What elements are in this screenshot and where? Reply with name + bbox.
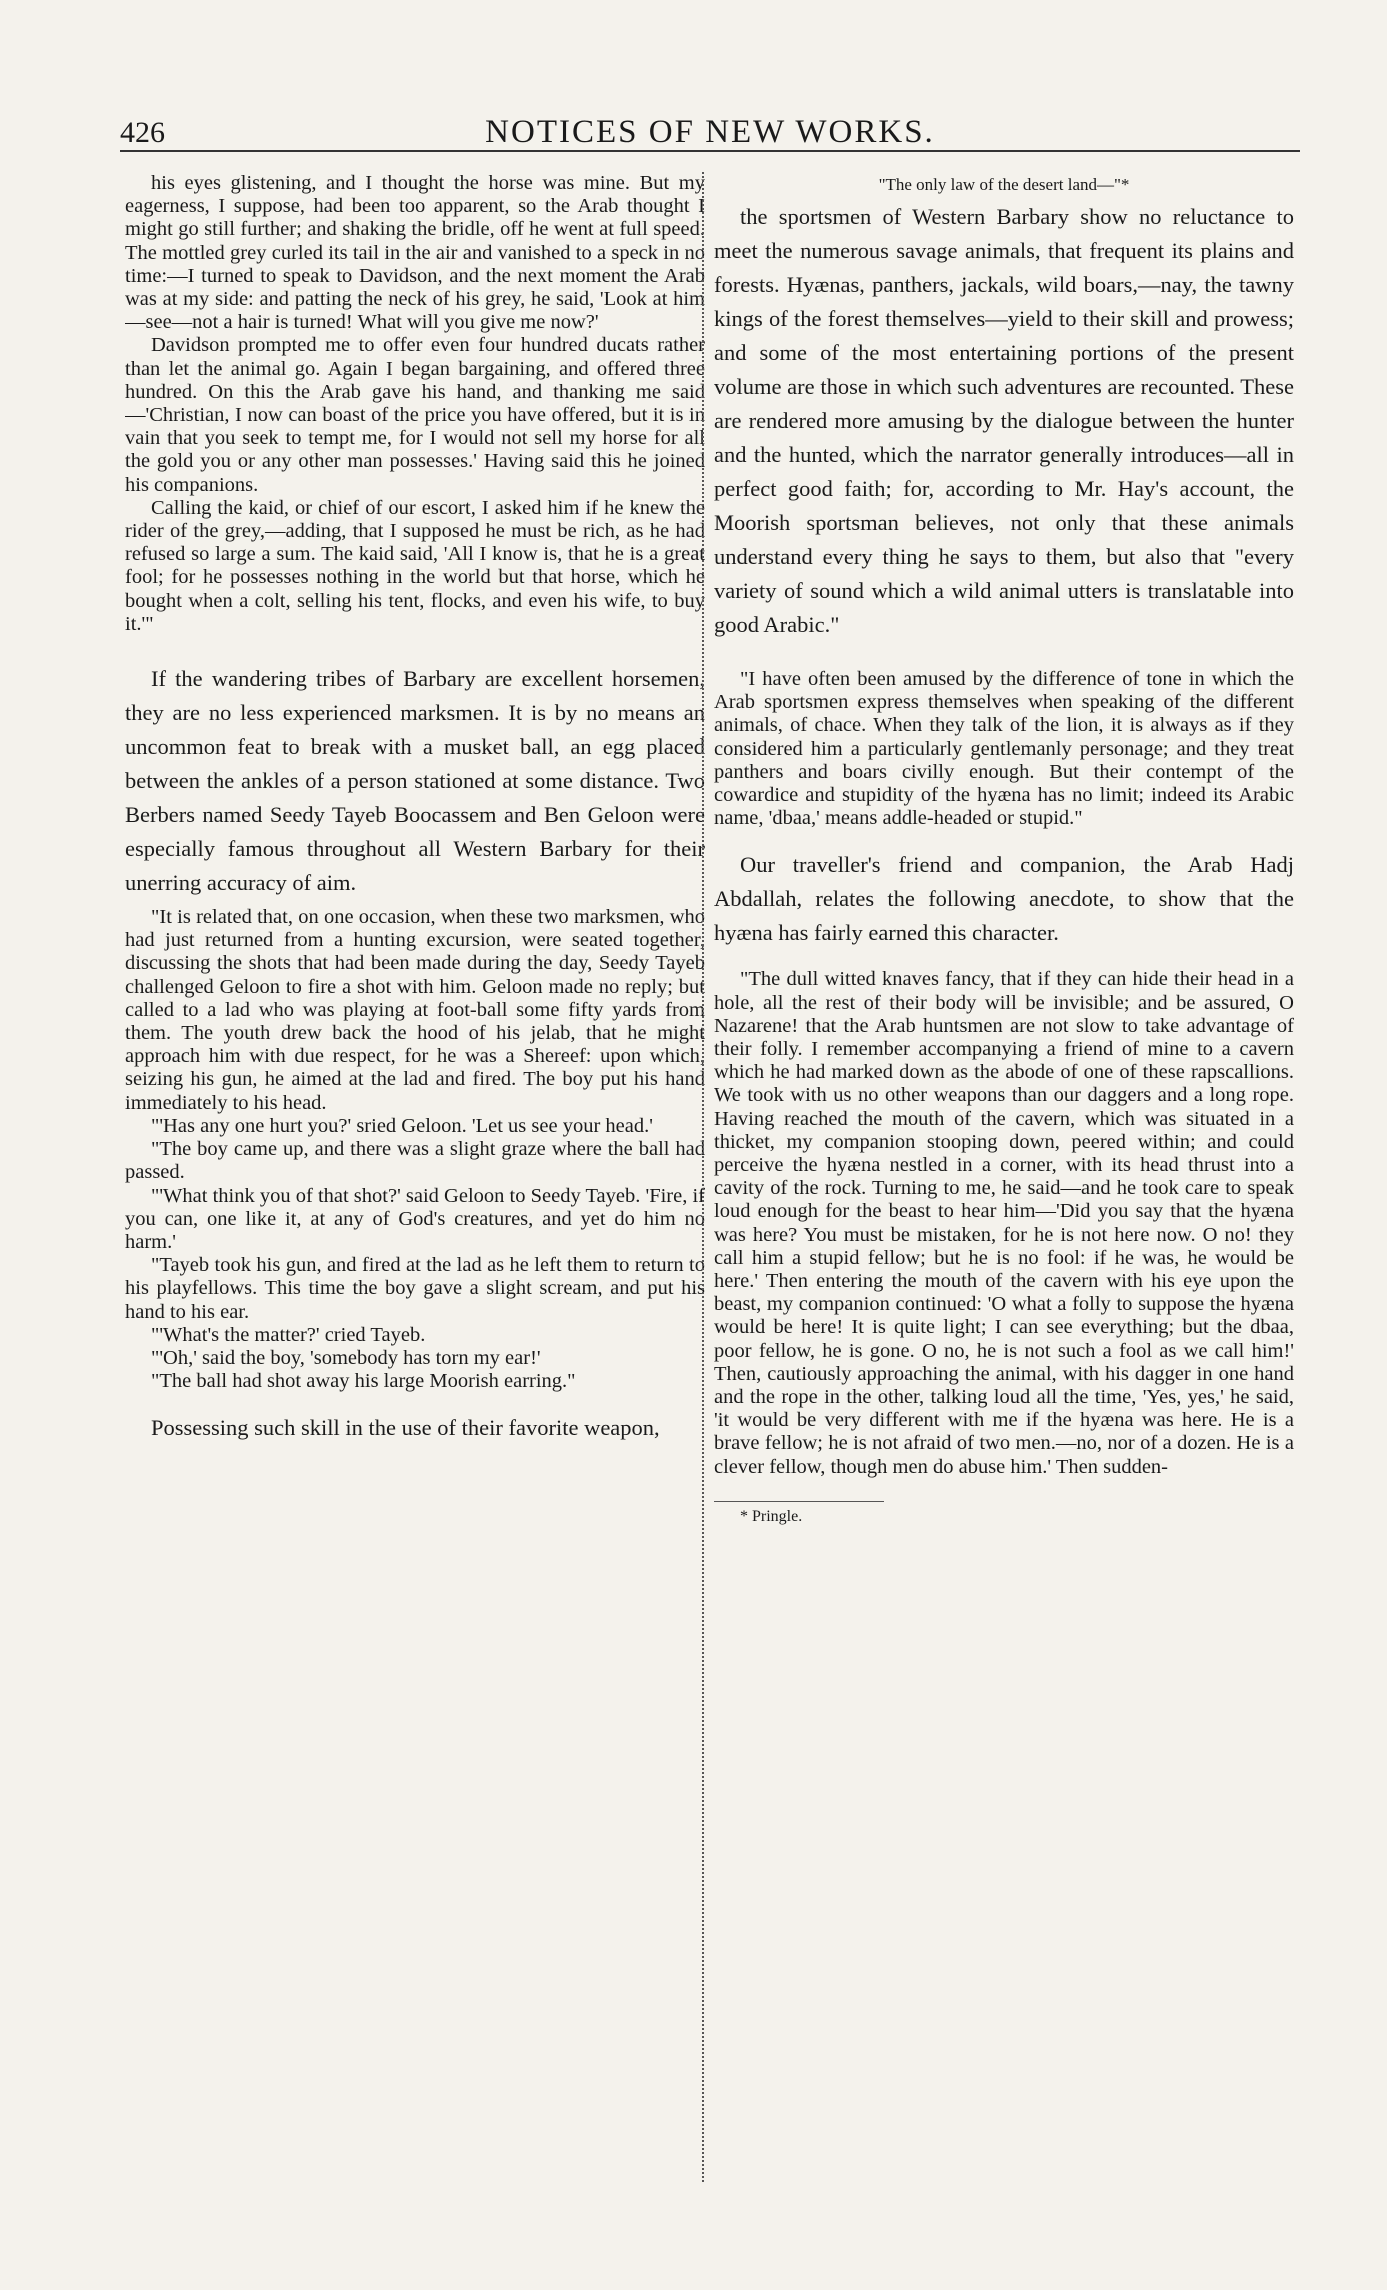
- header-rule: [120, 150, 1300, 152]
- paragraph: "'Has any one hurt you?' sried Geloon. 'Let us see your head.': [151, 1114, 653, 1137]
- paragraph: Our traveller's friend and companion, the Arab Hadj Abdallah, relates the following anecdote, to show that the hyæna has fairly earned this character.: [714, 852, 1294, 946]
- paragraph: Possessing such skill in the use of their favorite weapon,: [151, 1415, 660, 1441]
- paragraph: "Tayeb took his gun, and fired at the lad as he left them to return to his playfellows. This time the boy gave a slight scream, and put his hand to his ear.: [125, 1254, 705, 1323]
- paragraph: "The ball had shot away his large Moorish earring.": [151, 1370, 576, 1393]
- footnote: * Pringle.: [740, 1507, 803, 1525]
- left-column: [125, 172, 705, 2182]
- epigraph: "The only law of the desert land—"*: [878, 175, 1130, 194]
- paragraph: "It is related that, on one occasion, when these two marksmen, who had just returned from a hunting excursion, were seated together, discussing the shots that had been made during the day, Seedy Tayeb challenged Geloon to fire a shot with him. Geloon made no reply; but called to a lad who was playing at foot-ball some fifty yards from them. The youth drew back the hood of his jelab, that he might approach him with due respect, for he was a Shereef: upon which, seizing his gun, he aimed at the lad and fired. The boy put his hand immediately to his head.: [125, 906, 705, 1114]
- paragraph: Calling the kaid, or chief of our escort, I asked him if he knew the rider of the grey,—adding, that I supposed he must be rich, as he had refused so large a sum. The kaid said, 'All I know is, that he is a great fool; for he possesses nothing in the world but that horse, which he bought when a colt, selling his tent, flocks, and even his wife, to buy it.'": [125, 496, 705, 635]
- paragraph: the sportsmen of Western Barbary show no reluctance to meet the numerous savage animals, that frequent its plains and forests. Hyænas, panthers, jackals, wild boars,—nay, the tawny kings of the forest themselves—yield to their skill and prowess; and some of the most entertaining portions of the present volume are those in which such adventures are recounted. These are rendered more amusing by the dialogue between the hunter and the hunted, which the narrator generally introduces—all in perfect good faith; for, according to Mr. Hay's account, the Moorish sportsman believes, not only that these animals understand every thing he says to them, but also that "every variety of sound which a wild animal utters is translatable into good Arabic.": [714, 204, 1294, 637]
- paragraph: his eyes glistening, and I thought the horse was mine. But my eagerness, I suppose, had been too apparent, so the Arab thought I might go still further; and shaking the bridle, off he went at full speed. The mottled grey curled its tail in the air and vanished to a speck in no time:—I turned to speak to Davidson, and the next moment the Arab was at my side: and patting the neck of his grey, he said, 'Look at him—see—not a hair is turned! What will you give me now?': [125, 172, 705, 334]
- paragraph: Davidson prompted me to offer even four hundred ducats rather than let the animal go. Again I began bargaining, and offered three hundred. On this the Arab gave his hand, and thanking me said—'Christian, I now can boast of the price you have offered, but it is in vain that you seek to tempt me, for I would not sell my horse for all the gold you or any other man possesses.' Having said this he joined his companions.: [125, 334, 705, 496]
- column-divider: [702, 172, 704, 2182]
- paragraph: "'What think you of that shot?' said Geloon to Seedy Tayeb. 'Fire, if you can, one like it, at any of God's creatures, and yet do him no harm.': [125, 1184, 705, 1253]
- page-number: 426: [120, 116, 165, 149]
- paragraph: "'What's the matter?' cried Tayeb.: [151, 1323, 426, 1346]
- paragraph: "The dull witted knaves fancy, that if they can hide their head in a hole, all the rest of their body will be invisible; and be assured, O Nazarene! that the Arab huntsmen are not slow to take advantage of their folly. I remember accompanying a friend of mine to a cavern which he had marked down as the abode of one of these rapscallions. We took with us no other weapons than our daggers and a long rope. Having reached the mouth of the cavern, which was situated in a thicket, my companion stooping down, peered within; and could perceive the hyæna nestled in a corner, with its head thrust into a cavity of the rock. Turning to me, he said—and he took care to speak loud enough for the beast to hear him—'Did you say that the hyæna was here? You must be mistaken, for he is not here now. O no! they call him a stupid fellow; but he is no fool: if he was, he would be here.' Then entering the mouth of the cavern with his eye upon the beast, my companion continued: 'O what a folly to suppose the hyæna would be here! It is quite light; I can see everything; but the dbaa, poor fellow, he is gone. O no, he is not such a fool as we call him!' Then, cautiously approaching the animal, with his dagger in one hand and the rope in the other, talking loud all the time, 'Yes, yes,' he said, 'it would be very different with me if the hyæna was here. He is a brave fellow; he is not afraid of two men.—no, nor of a dozen. He is a clever fellow, though men do abuse him.' Then sudden-: [714, 968, 1294, 1478]
- running-head: NOTICES OF NEW WORKS.: [485, 114, 935, 150]
- paragraph: "I have often been amused by the difference of tone in which the Arab sportsmen express themselves when speaking of the different animals, of chace. When they talk of the lion, it is always as if they considered him a particularly gentlemanly personage; and they treat panthers and boars civilly enough. But their contempt of the cowardice and stupidity of the hyæna has no limit; indeed its Arabic name, 'dbaa,' means addle-headed or stupid.": [714, 668, 1294, 830]
- paragraph: "'Oh,' said the boy, 'somebody has torn my ear!': [151, 1346, 541, 1369]
- paragraph: "The boy came up, and there was a slight graze where the ball had passed.: [125, 1138, 705, 1184]
- footnote-rule: [714, 1501, 884, 1502]
- right-column: [714, 172, 1294, 2182]
- paragraph: If the wandering tribes of Barbary are excellent horsemen, they are no less experienced marksmen. It is by no means an uncommon feat to break with a musket ball, an egg placed between the ankles of a person stationed at some distance. Two Berbers named Seedy Tayeb Boocassem and Ben Geloon were especially famous throughout all Western Barbary for their unerring accuracy of aim.: [125, 666, 705, 896]
